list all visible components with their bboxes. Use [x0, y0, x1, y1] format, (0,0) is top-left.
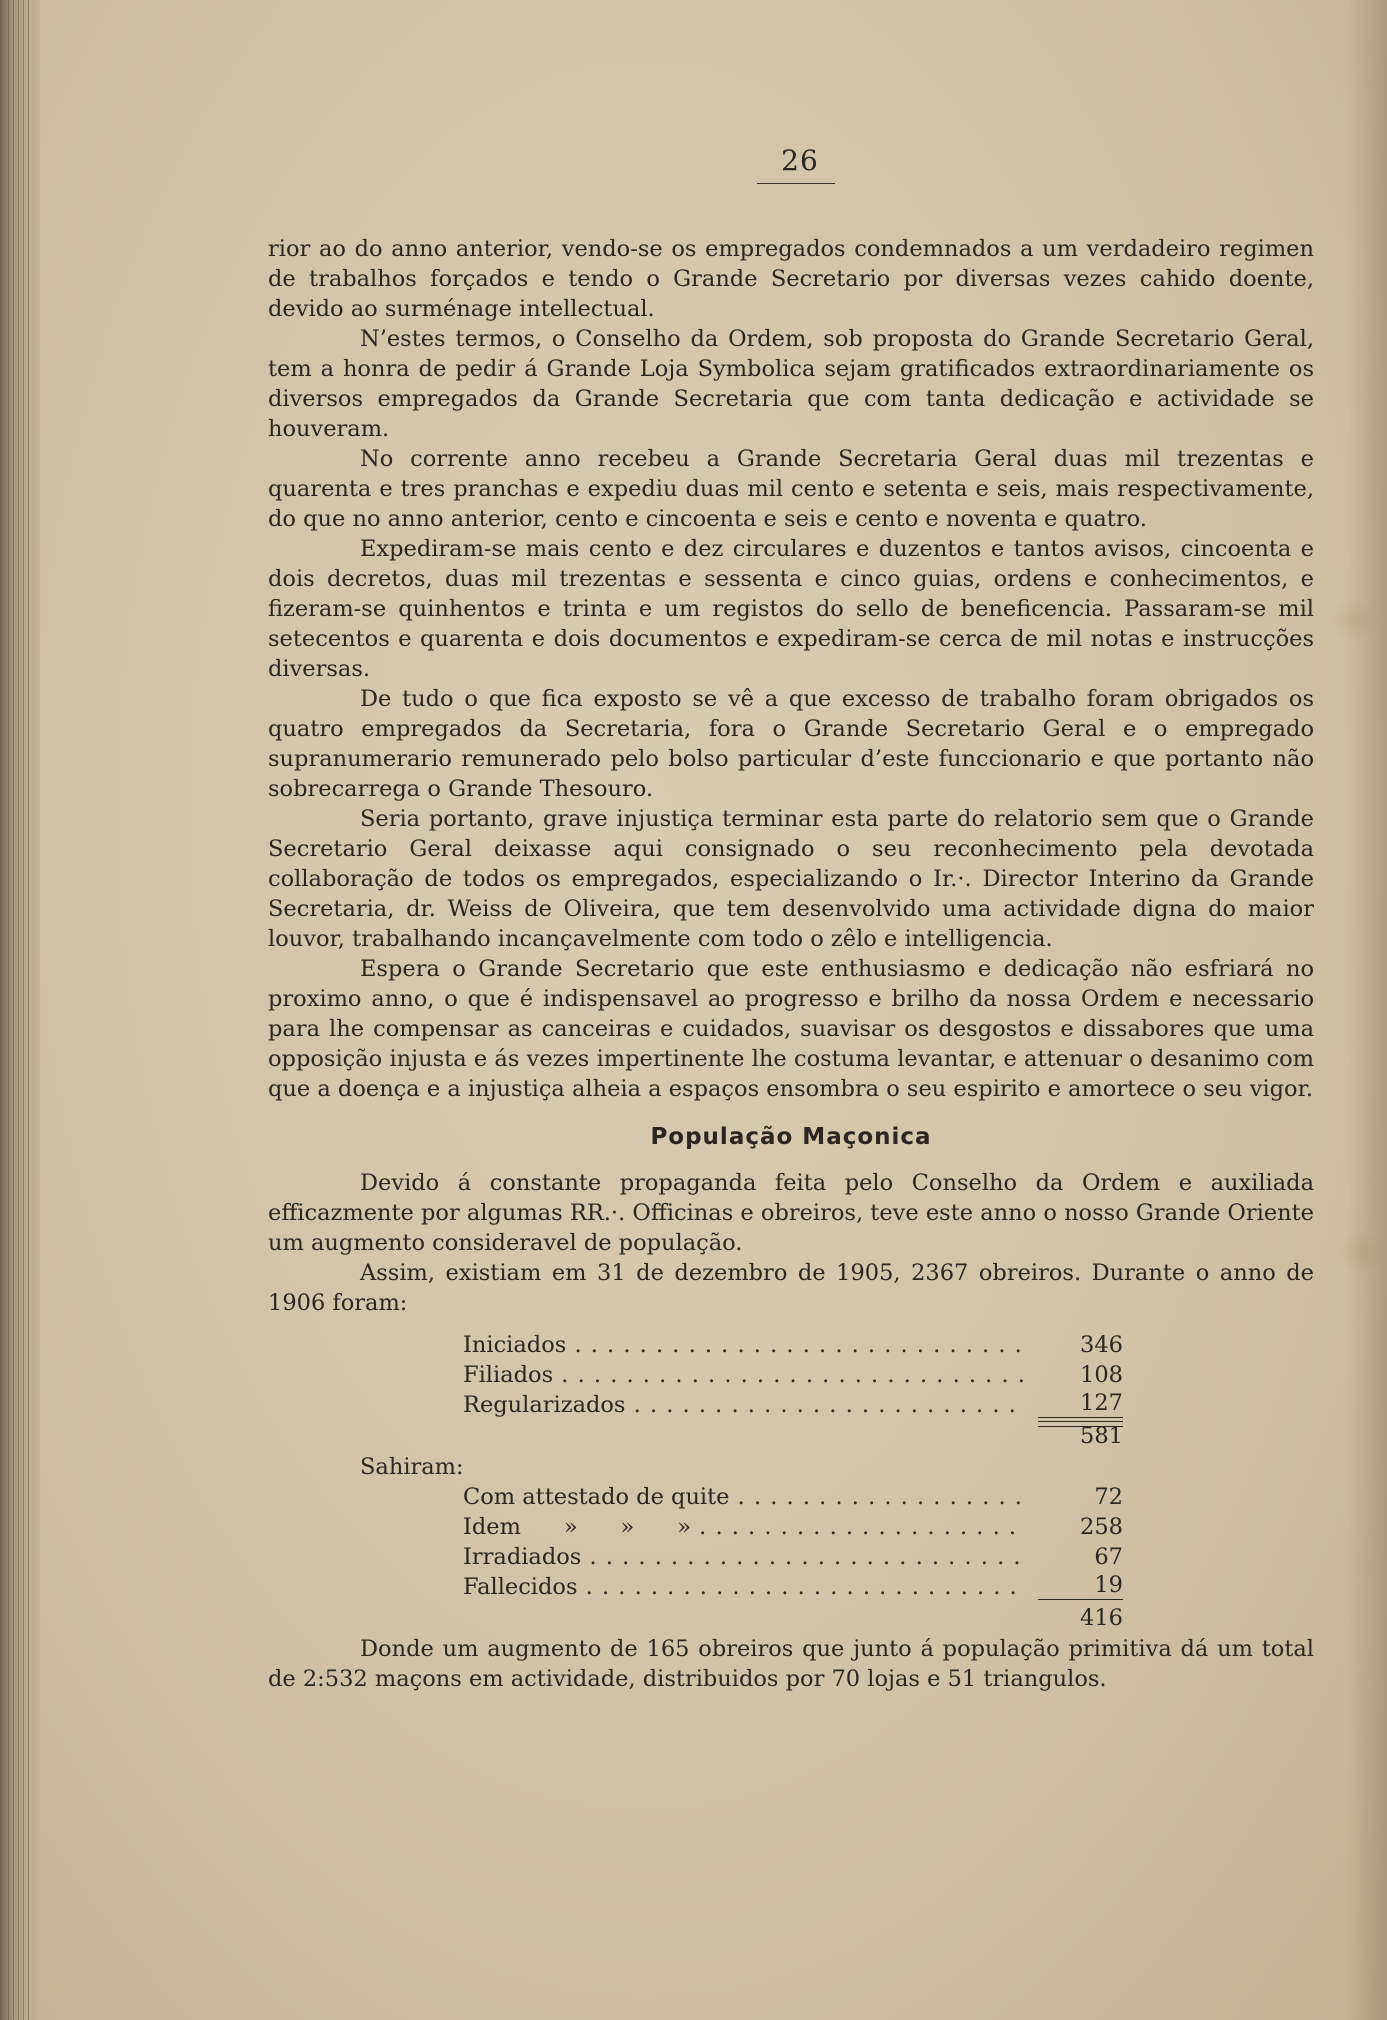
page-number-rule: [757, 183, 835, 184]
row-label: Com attestado de quite . . .: [463, 1482, 1023, 1512]
row-value: 19: [1038, 1572, 1123, 1600]
row-label: Iniciados . . .: [463, 1330, 1023, 1360]
table-row: [268, 1512, 1314, 1542]
subtotal-row: [268, 1602, 1314, 1634]
table-row: [268, 1482, 1314, 1512]
row-label: Regularizados . . .: [463, 1390, 1023, 1420]
exits-total: 416: [1080, 1605, 1123, 1631]
paragraph: Expediram-se mais cento e dez circulares e duzentos e tantos avisos, cincoenta e dois decretos, duas mil trezentas e sessenta e cinco guias, ordens e conhecimentos, e fizeram-se quinhentos e trinta e um registos do sello de beneficencia. Passaram-se mil setecentos e quarenta e dois documentos e expediram-se cerca de mil notas e instrucções diversas.: [268, 536, 1314, 682]
paragraph: Donde um augmento de 165 obreiros que junto á população primitiva dá um total de 2:532 maçons em actividade, distribuidos por 70 lojas e 51 triangulos.: [268, 1636, 1314, 1692]
paragraph: Espera o Grande Secretario que este enthusiasmo e dedicação não esfriará no proximo anno, o que é indispensavel ao progresso e brilho da nossa Ordem e necessario para lhe compensar as canceiras e cuidados, suavisar os desgostos e dissabores que uma opposição injusta e ás vezes impertinente lhe costuma levantar, e attenuar o desanimo com que a doença e a injustiça alheia a espaços ensombra o seu espirito e amortece o seu vigor.: [268, 956, 1314, 1102]
row-label: Idem » » » . . .: [463, 1512, 1023, 1542]
row-value: 67: [1094, 1544, 1123, 1570]
row-label: Filiados . . .: [463, 1360, 1023, 1390]
row-value: 346: [1080, 1332, 1123, 1358]
table-row: [268, 1572, 1314, 1602]
paragraph: N’estes termos, o Conselho da Ordem, sob proposta do Grande Secretario Geral, tem a honra de pedir á Grande Loja Symbolica sejam gratificados extraordinariamente os diversos empregados da Grande Secretaria que com tanta dedicação e actividade se houveram.: [268, 326, 1314, 442]
entries-total: 581: [1080, 1423, 1123, 1449]
binding-stitching: [8, 0, 30, 2020]
paragraph: rior ao do anno anterior, vendo-se os empregados condemnados a um verdadeiro regimen de trabalhos forçados e tendo o Grande Secretario por diversas vezes cahido doente, devido ao surménage intellectual.: [268, 236, 1314, 322]
subtotal-row: [268, 1420, 1314, 1452]
table-row: [268, 1360, 1314, 1390]
population-table: [268, 1330, 1314, 1634]
paragraph: Assim, existiam em 31 de dezembro de 1905, 2367 obreiros. Durante o anno de 1906 foram:: [268, 1260, 1314, 1316]
paragraph: Seria portanto, grave injustiça terminar esta parte do relatorio sem que o Grande Secretario Geral deixasse aqui consignado o seu reconhecimento pela devotada collaboração de todos os empregados, especializando o Ir.·. Director Interino da Grande Secretaria, dr. Weiss de Oliveira, que tem desenvolvido uma actividade digna do maior louvor, trabalhando incançavelmente com todo o zêlo e intelligencia.: [268, 806, 1314, 952]
row-value: 258: [1080, 1514, 1123, 1540]
page-edge-shadow: [1347, 0, 1387, 2020]
paragraph: Devido á constante propaganda feita pelo Conselho da Ordem e auxiliada efficazmente por algumas RR.·. Officinas e obreiros, teve este anno o nosso Grande Oriente um augmento consideravel de população.: [268, 1170, 1314, 1256]
row-value: 72: [1094, 1484, 1123, 1510]
row-value: 127: [1038, 1390, 1123, 1418]
table-row: [268, 1330, 1314, 1360]
row-label: Irradiados . . .: [463, 1542, 1023, 1572]
paragraph: De tudo o que fica exposto se vê a que excesso de trabalho foram obrigados os quatro empregados da Secretaria, fora o Grande Secretario Geral e o empregado supranumerario remunerado pelo bolso particular d’este funccionario e que portanto não sobrecarrega o Grande Thesouro.: [268, 686, 1314, 802]
exits-label: Sahiram:: [360, 1454, 464, 1480]
page-number: 26: [781, 144, 819, 177]
table-row: [268, 1542, 1314, 1572]
row-label: Fallecidos . . .: [463, 1572, 1023, 1602]
table-row: [268, 1390, 1314, 1420]
group-row: [268, 1452, 1314, 1482]
body-text: [268, 234, 1314, 1694]
row-value: 108: [1080, 1362, 1123, 1388]
paragraph: No corrente anno recebeu a Grande Secretaria Geral duas mil trezentas e quarenta e tres pranchas e expediu duas mil cento e setenta e seis, mais respectivamente, do que no anno anterior, cento e cincoenta e seis e cento e noventa e quatro.: [268, 446, 1314, 532]
section-heading: População Maçonica: [650, 1124, 932, 1150]
